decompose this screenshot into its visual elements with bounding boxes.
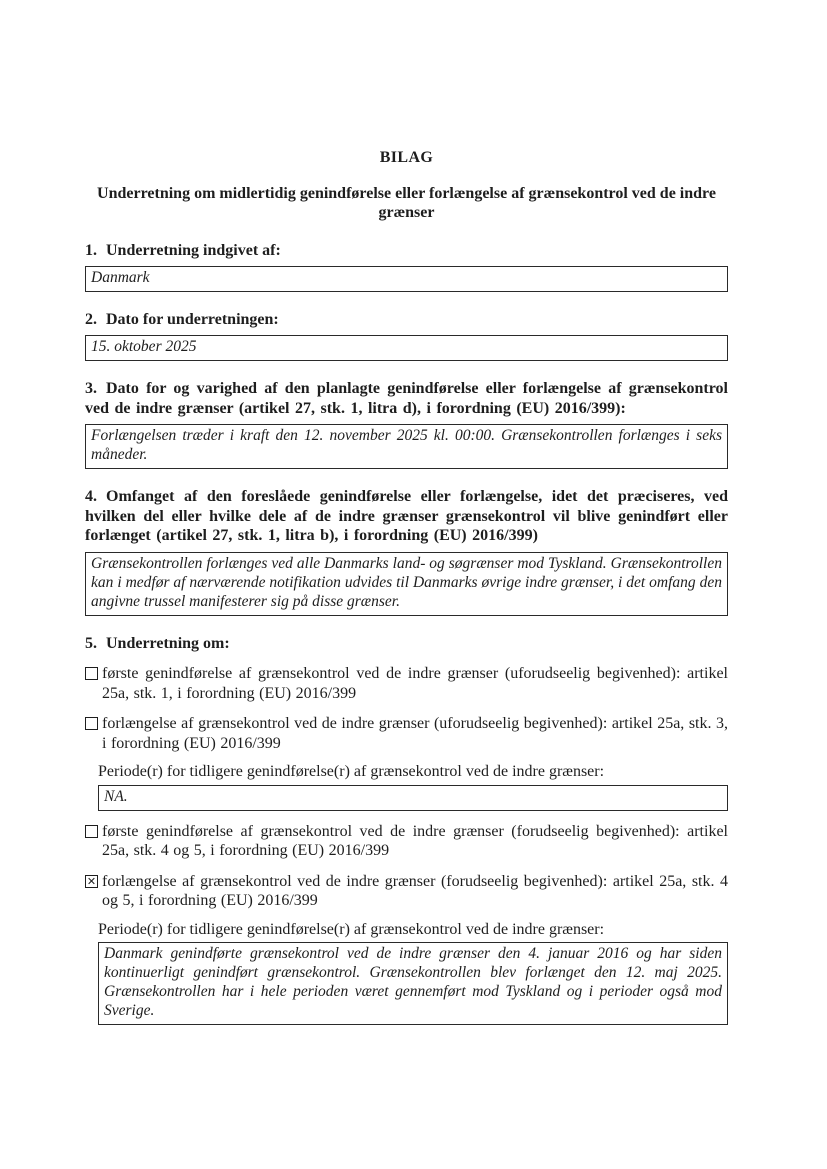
previous-periods-block-1	[98, 762, 728, 810]
option-row-first-reintroduction-foreseeable	[85, 822, 728, 861]
previous-periods-block-2	[98, 920, 728, 1025]
section-4	[85, 487, 728, 615]
option-label: første genindførelse af grænsekontrol ved de indre grænser (uforudseelig begivenhed): artikel 25a, stk. 1, i forordning (EU) 2016/399	[102, 665, 728, 702]
previous-periods-value-2: Danmark genindførte grænsekontrol ved de indre grænser den 4. januar 2016 og har siden kontinuerligt genindført grænsekontrol. Grænsekontrollen blev forlænget den 12. maj 2025. Grænsekontrollen har i hele perioden været gennemført mod Tyskland og i perioder også mod Sverige.	[104, 945, 722, 1019]
section-1-heading	[85, 241, 728, 261]
notifying-country-field[interactable]	[85, 266, 728, 292]
checkbox-icon[interactable]	[85, 825, 98, 838]
document-subtitle: Underretning om midlertidig genindførelse eller forlængelse af grænsekontrol ved de indre grænser	[97, 184, 716, 222]
section-1-number: 1.	[85, 241, 97, 259]
section-3-heading-text: Dato for og varighed af den planlagte genindførelse eller forlængelse af grænsekontrol ved de indre grænser (artikel 27, stk. 1, litra d), i forordning (EU) 2016/399):	[85, 380, 728, 417]
section-5	[85, 634, 728, 1025]
scope-field[interactable]	[85, 552, 728, 616]
notification-options	[85, 664, 728, 1025]
checkbox-icon[interactable]	[85, 717, 98, 730]
section-2-number: 2.	[85, 310, 97, 328]
previous-periods-value-1: NA.	[104, 787, 128, 805]
section-5-number: 5.	[85, 634, 97, 652]
notifying-country-value: Danmark	[91, 269, 150, 287]
section-3-number: 3.	[85, 380, 97, 398]
section-2-heading	[85, 310, 728, 330]
section-2	[85, 310, 728, 361]
previous-periods-label: Periode(r) for tidligere genindførelse(r) af grænsekontrol ved de indre grænser:	[98, 763, 605, 781]
previous-periods-field-2[interactable]	[98, 942, 728, 1025]
option-label: forlængelse af grænsekontrol ved de indre grænser (forudseelig begivenhed): artikel 25a, stk. 4 og 5, i forordning (EU) 2016/399	[102, 872, 728, 910]
section-4-heading	[85, 487, 728, 546]
previous-periods-label: Periode(r) for tidligere genindførelse(r) af grænsekontrol ved de indre grænser:	[98, 920, 605, 938]
section-1-heading-text: Underretning indgivet af:	[106, 241, 281, 259]
scope-value: Grænsekontrollen forlænges ved alle Danmarks land- og søgrænser mod Tyskland. Grænsekontrollen kan i medfør af nærværende notifikation udvides til Danmarks øvrige indre grænser, i det omfang den angivne trussel manifesterer sig på disse grænser.	[91, 554, 722, 610]
option-label: første genindførelse af grænsekontrol ved de indre grænser (forudseelig begivenhed): artikel 25a, stk. 4 og 5, i forordning (EU) 2016/399	[102, 822, 728, 860]
section-1	[85, 241, 728, 292]
notification-date-value: 15. oktober 2025	[91, 338, 197, 356]
section-5-heading	[85, 634, 728, 654]
section-3	[85, 379, 728, 469]
duration-value: Forlængelsen træder i kraft den 12. november 2025 kl. 00:00. Grænsekontrollen forlænges i seks måneder.	[91, 427, 722, 464]
section-4-number: 4.	[85, 488, 97, 506]
previous-periods-field-1[interactable]	[98, 785, 728, 811]
section-2-heading-text: Dato for underretningen:	[106, 310, 279, 328]
option-row-prolongation-unforeseeable	[85, 714, 728, 753]
option-label: forlængelse af grænsekontrol ved de indre grænser (uforudseelig begivenhed): artikel 25a, stk. 3, i forordning (EU) 2016/399	[102, 715, 728, 752]
checkbox-checked-icon[interactable]: ✕	[86, 874, 97, 888]
section-4-heading-text: Omfanget af den foreslåede genindførelse eller forlængelse, idet det præciseres, ved hvilken del eller hvilke dele af de indre grænser grænsekontrol vil blive genindført eller forlænget (artikel 27, stk. 1, litra b), i forordning (EU) 2016/399)	[85, 488, 728, 545]
section-5-heading-text: Underretning om:	[106, 634, 230, 652]
section-3-heading	[85, 379, 728, 418]
checkbox-icon[interactable]	[85, 667, 98, 680]
notification-date-field[interactable]	[85, 335, 728, 361]
duration-field[interactable]	[85, 424, 728, 469]
option-row-prolongation-foreseeable	[85, 872, 728, 911]
document-title: BILAG	[379, 149, 434, 166]
option-row-first-reintroduction-unforeseeable	[85, 664, 728, 703]
